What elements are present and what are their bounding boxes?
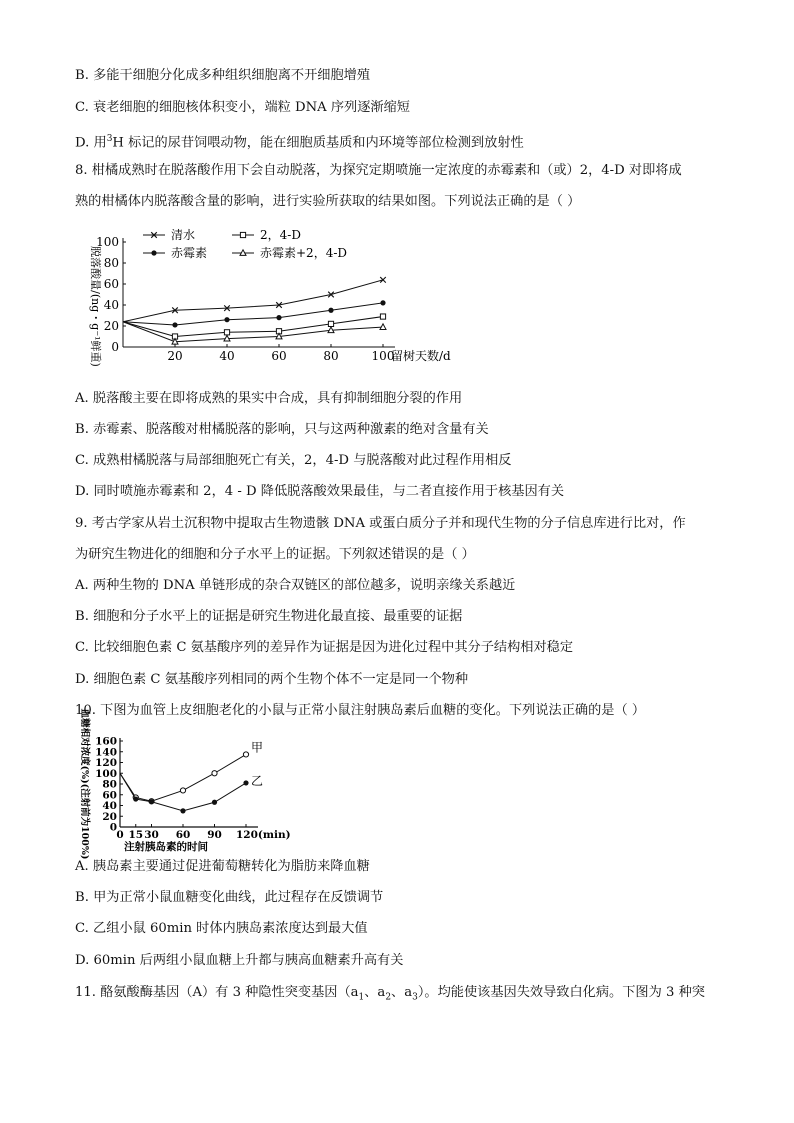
- chart1-legend-label: 2，4-D: [260, 228, 301, 242]
- q7-option-d-superscript: 3: [106, 134, 113, 144]
- chart1-point-s2: [380, 314, 385, 319]
- q11-sub-2: 2: [385, 992, 392, 1003]
- chart2-point-s2: [212, 800, 217, 805]
- q9-option-a: A. 两种生物的 DNA 单链形成的杂合双链区的部位越多，说明亲缘关系越近: [75, 578, 516, 593]
- chart2-y-tick-label: 20: [102, 810, 117, 823]
- chart2-x-tick-label: 90: [207, 829, 222, 841]
- chart1-point-s3: [380, 300, 385, 305]
- blood-glucose-chart: [76, 708, 306, 860]
- q11-sub-1: 1: [358, 992, 365, 1003]
- chart1-point-s3: [172, 322, 177, 327]
- q9-stem-line2: 为研究生物进化的细胞和分子水平上的证据。下列叙述错误的是（ ）: [75, 547, 475, 562]
- q9-option-b: B. 细胞和分子水平上的证据是研究生物进化最直接、最重要的证据: [75, 609, 463, 624]
- chart1-legend-marker: [151, 250, 156, 255]
- q11-stem: [75, 984, 705, 1007]
- chart2-x-unit-label: 120(min): [236, 829, 291, 841]
- chart2-series-label: 甲: [251, 740, 264, 755]
- q8-option-a: A. 脱落酸主要在即将成熟的果实中合成，具有抑制细胞分裂的作用: [75, 391, 463, 406]
- chart1-y-tick-label: 40: [103, 298, 119, 312]
- chart1-point-s1: [380, 277, 386, 283]
- chart1-y-tick-label: 80: [103, 256, 119, 270]
- q11-mid-2: 、a: [391, 985, 413, 1000]
- chart1-legend-label: 赤霉素: [171, 246, 208, 260]
- chart1-x-tick-label: 100: [371, 349, 395, 363]
- chart1-point-s2: [328, 321, 333, 326]
- chart2-point-s1: [212, 771, 217, 776]
- chart1-x-tick-label: 20: [167, 349, 183, 363]
- q9-stem-line1: 9. 考古学家从岩土沉积物中提取古生物遗骸 DNA 或蛋白质分子并和现代生物的分子信息库进行比对，作: [75, 516, 686, 531]
- q11-mid-1: 、a: [364, 985, 386, 1000]
- chart1-y-tick-label: 20: [103, 319, 119, 333]
- q7-option-d-prefix: D. 用: [75, 135, 107, 151]
- q11-stem-prefix: 11. 酪氨酸酶基因（A）有 3 种隐性突变基因（a: [75, 985, 359, 1000]
- q9-option-c: C. 比较细胞色素 C 氨基酸序列的差异作为证据是因为进化过程中其分子结构相对稳定: [75, 640, 574, 655]
- chart2-point-s2: [149, 799, 154, 804]
- chart2-y-tick-label: 140: [95, 746, 117, 759]
- q10-stem: 10. 下图为血管上皮细胞老化的小鼠与正常小鼠注射胰岛素后血糖的变化。下列说法正确的是（ ）: [75, 703, 646, 718]
- chart1-y-tick-label: 60: [103, 277, 119, 291]
- chart2-point-s2: [243, 780, 248, 785]
- q9-option-d: D. 细胞色素 C 氨基酸序列相同的两个生物个体不一定是同一个物种: [75, 672, 469, 687]
- chart1-point-s3: [224, 317, 229, 322]
- chart2-x-tick-label: 30: [144, 829, 159, 841]
- chart2-y-tick-label: 60: [102, 789, 117, 802]
- chart2-x-tick-label: 15: [128, 829, 144, 841]
- chart1-legend-marker: [240, 232, 245, 237]
- q8-stem-line2: 熟的柑橘体内脱落酸含量的影响，进行实验所获取的结果如图。下列说法正确的是（ ）: [75, 194, 581, 209]
- chart2-y-tick-label: 120: [95, 757, 117, 769]
- q7-option-b: B. 多能干细胞分化成多种组织细胞离不开细胞增殖: [75, 68, 371, 83]
- chart2-point-s2: [180, 808, 185, 813]
- chart1-series-line-1: [123, 280, 383, 322]
- chart1-legend-label: 清水: [171, 228, 196, 242]
- chart1-series-line-2: [123, 317, 383, 337]
- q10-option-d: D. 60min 后两组小鼠血糖上升都与胰高血糖素升高有关: [75, 953, 404, 968]
- q7-option-d-text: H 标记的尿苷饲喂动物，能在细胞质基质和内环境等部位检测到放射性: [112, 135, 524, 151]
- chart2-x-axis-label: 注射胰岛素的时间: [124, 841, 208, 853]
- chart1-point-s4: [380, 324, 386, 330]
- chart1-y-tick-label: 0: [111, 340, 119, 354]
- chart2-y-tick-label: 40: [102, 800, 117, 812]
- chart2-y-axis-label: 血糖相对浓度(%)(注射前为100%): [79, 708, 90, 860]
- chart1-legend-label: 赤霉素+2，4-D: [260, 246, 348, 260]
- chart2-x-tick-label: 60: [175, 829, 191, 841]
- chart1-y-axis-label: 脱落酸量/(ng・g⁻¹鲜重): [89, 246, 102, 367]
- q8-stem-line1: 8. 柑橘成熟时在脱落酸作用下会自动脱落，为探究定期喷施一定浓度的赤霉素和（或）2，4-D 对即将成: [75, 163, 682, 178]
- chart1-x-tick-label: 60: [271, 349, 287, 363]
- q11-stem-suffix: ）。均能使该基因失效导致白化病。下图为 3 种突: [417, 985, 705, 1000]
- chart2-y-tick-label: 100: [95, 767, 117, 780]
- chart2-y-tick-label: 80: [102, 778, 117, 791]
- q10-option-c: C. 乙组小鼠 60min 时体内胰岛素浓度达到最大值: [75, 921, 368, 936]
- chart2-point-s2: [133, 796, 138, 801]
- chart1-x-tick-label: 40: [219, 349, 235, 363]
- q7-option-c: C. 衰老细胞的细胞核体积变小，端粒 DNA 序列逐渐缩短: [75, 100, 410, 115]
- chart1-point-s2: [224, 330, 229, 335]
- q11-sub-3: 3: [412, 992, 418, 1003]
- q7-option-d: [75, 130, 524, 152]
- chart2-y-tick-label: 0: [109, 821, 117, 834]
- q8-option-c: C. 成熟柑橘脱落与局部细胞死亡有关，2，4-D 与脱落酸对此过程作用相反: [75, 453, 512, 468]
- chart2-series-label: 乙: [251, 773, 264, 788]
- chart1-point-s3: [328, 308, 333, 313]
- chart1-point-s3: [276, 315, 281, 320]
- abscisic-acid-chart: [80, 226, 451, 367]
- chart2-point-s1: [180, 788, 185, 793]
- q8-option-d: D. 同时喷施赤霉素和 2，4 - D 降低脱落酸效果最佳，与二者直接作用于核基因有关: [75, 484, 565, 499]
- q8-option-b: B. 赤霉素、脱落酸对柑橘脱落的影响，只与这两种激素的绝对含量有关: [75, 422, 489, 437]
- chart2-point-s1: [243, 752, 248, 757]
- chart2-x-tick-label: 0: [116, 829, 124, 841]
- q10-option-a: A. 胰岛素主要通过促进葡萄糖转化为脂肪来降血糖: [75, 859, 370, 874]
- q10-option-b: B. 甲为正常小鼠血糖变化曲线，此过程存在反馈调节: [75, 890, 384, 905]
- chart1-x-axis-label: 留树天数/d: [391, 349, 451, 363]
- chart1-x-tick-label: 80: [323, 349, 339, 363]
- chart2-y-tick-label: 160: [95, 735, 117, 748]
- chart1-axes: [123, 238, 395, 347]
- chart1-y-tick-label: 100: [96, 235, 119, 249]
